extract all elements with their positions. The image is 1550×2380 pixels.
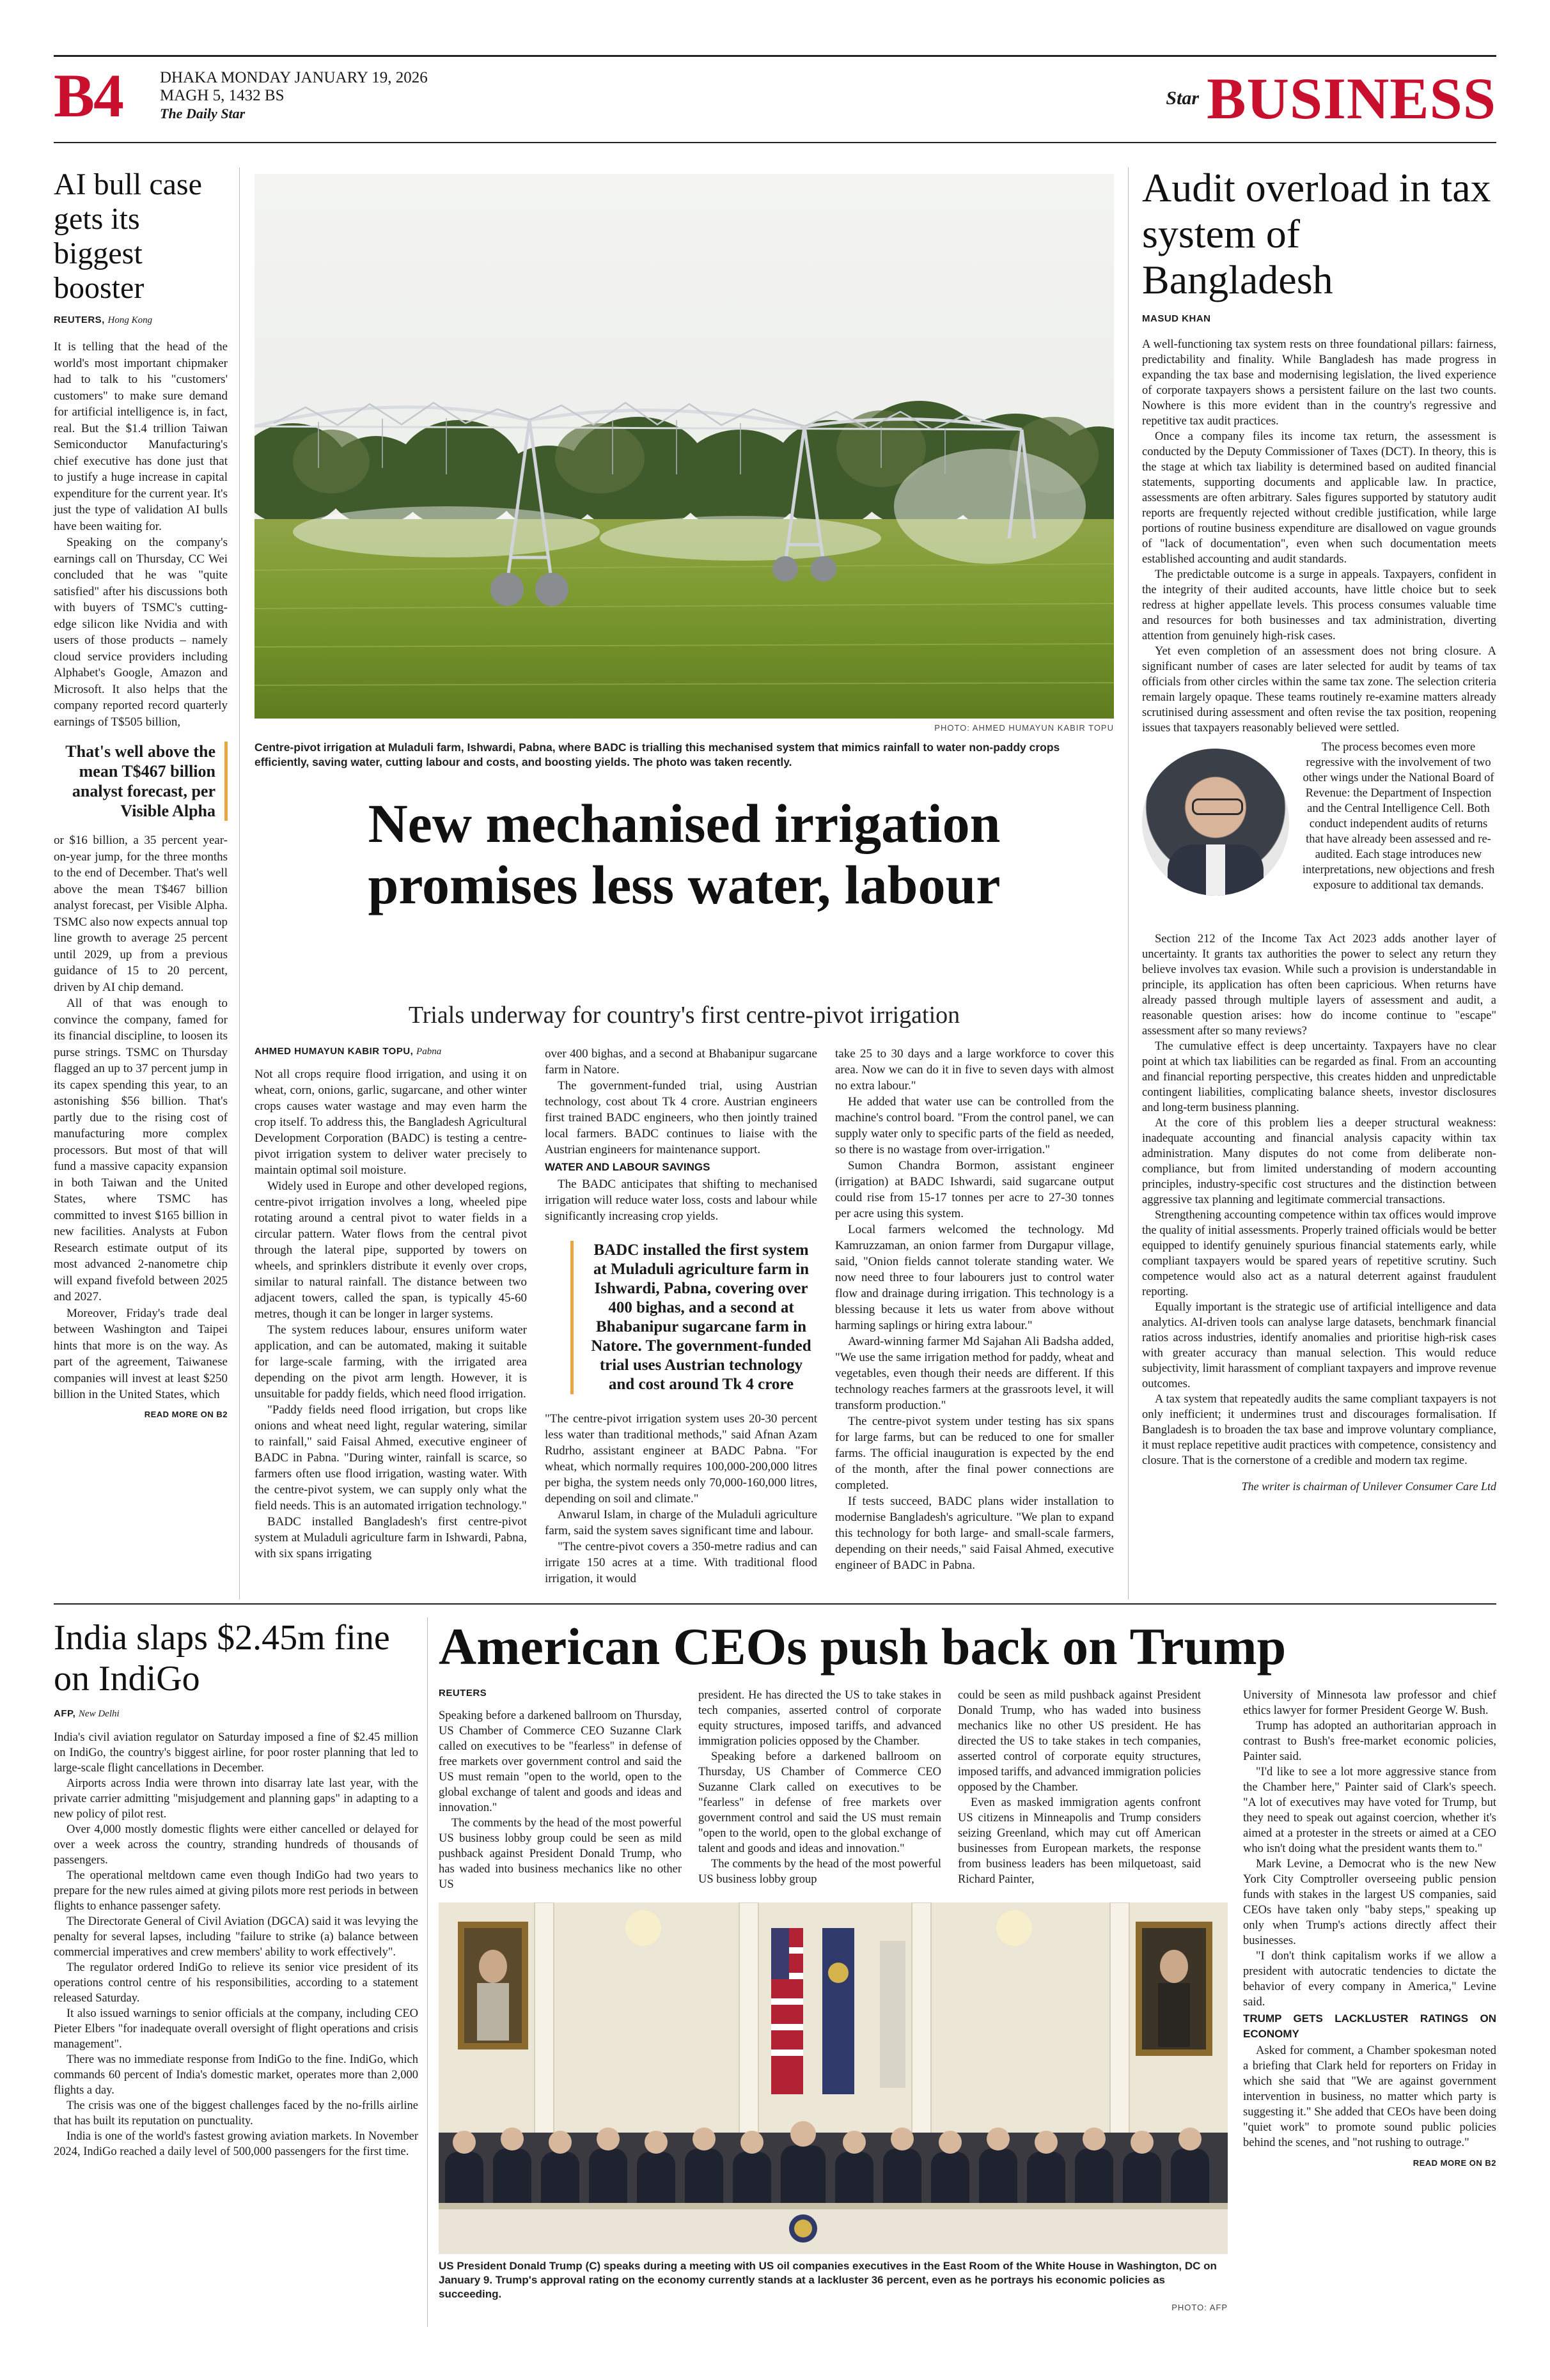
indigo-paragraph: Over 4,000 mostly domestic flights were either cancelled or delayed for over a week across the country, stranding hundreds of thousands of passengers. xyxy=(54,1823,418,1867)
ceos-paragraph: could be seen as mild pushback against President Donald Trump, who has waded into business mechanics like no other US president. He has directed the US to take stakes in tech companies, asserted control of corporate equity structures, imposed tariffs, and advanced immigration policies opposed by the Chamber. xyxy=(958,1689,1201,1794)
ai-headline: AI bull case gets its biggest booster xyxy=(54,167,202,305)
indigo-paragraph: Airports across India were thrown into disarray late last year, with the private carrier admitting "misjudgement and planning gaps" in adapting to a new policy of pilot rest. xyxy=(54,1777,418,1821)
column-divider xyxy=(239,167,240,1599)
indigo-paragraph: There was no immediate response from IndiGo to the fine. IndiGo, which commands 60 percent of India's domestic market, operates more than 2,000 flights a day. xyxy=(54,2053,418,2097)
irrigation-paragraph: The BADC anticipates that shifting to mechanised irrigation will reduce water loss, costs and labour while significantly increasing crop yields. xyxy=(545,1178,817,1223)
ceos-col-1 xyxy=(439,1708,682,1892)
ceos-paragraph: Trump has adopted an authoritarian approach in contrast to Bush's free-market economic policies, Painter said. xyxy=(1243,1720,1496,1763)
indigo-headline: India slaps $2.45m fine on IndiGo xyxy=(54,1618,390,1699)
date-text: DHAKA MONDAY JANUARY 19, 2026 xyxy=(160,69,428,86)
ceos-paragraph: Speaking before a darkened ballroom on Thursday, US Chamber of Commerce CEO Suzanne Clark called on executives to be "fearless" in defense of free markets over government control and said the US must remain "open to the world, open to the global exchange of talent and goods and ideas and innovation." xyxy=(439,1709,682,1814)
ceos-headline: American CEOs push back on Trump xyxy=(439,1617,1287,1676)
irrigation-paragraph: Sumon Chandra Bormon, assistant engineer (irrigation) at BADC Ishwardi, said sugarcane output could rise from 15-17 tonnes per acre to 27-30 tonnes per acre using this system. xyxy=(835,1159,1114,1220)
ceos-readmore-link[interactable]: READ MORE ON B2 xyxy=(1413,2158,1496,2168)
irrigation-paragraph: Not all crops require flood irrigation, and using it on wheat, corn, onions, garlic, sugarcane, and other winter crops causes water wastage and may even harm the crop itself. To address this, the Bangladesh Agricultural Development Corporation (BADC) is testing a centre-pivot irrigation system to deliver water precisely to maintain optimal soil moisture. xyxy=(254,1068,527,1177)
audit-story xyxy=(1142,165,1496,1493)
irrigation-paragraph: The centre-pivot system under testing has six spans for large farms, but can be reduced to one for smaller farms. The official inauguration is expected by the end of the month, after the final power connections are completed. xyxy=(835,1415,1114,1492)
irrigation-pullquote-text: BADC installed the first system at Muladuli agriculture farm in Ishwardi, Pabna, covering over 400 bighas, and a second at Bhabanipur sugarcane farm in Natore. The government-funded trial uses Austrian technology and cost around Tk 4 crore xyxy=(591,1241,811,1393)
indigo-paragraph: India is one of the world's fastest growing aviation markets. In November 2024, IndiGo reached a daily level of 500,000 passengers for the first time. xyxy=(54,2130,418,2158)
ceos-col-3 xyxy=(958,1688,1201,1887)
ai-byline-dateline: Hong Kong xyxy=(107,315,153,325)
irrigation-subhead: Trials underway for country's first centre-pivot irrigation xyxy=(408,1002,960,1029)
ceos-paragraph: Even as masked immigration agents confront US citizens in Minneapolis and Trump considers seizing Greenland, which may cut off American businesses from European markets, the response from business leaders has been milquetoast, said Richard Painter, xyxy=(958,1796,1201,1886)
audit-paragraph: Strengthening accounting competence within tax offices would improve the quality of initial assessments. Properly trained officials would be better equipped to identify genuinely spurious financial statements early, while compliant taxpayers would be spared years of repetitive scrutiny. Such competence would also act as a natural deterrent against fraudulent reporting. xyxy=(1142,1209,1497,1298)
ceos-paragraph: University of Minnesota law professor and chief ethics lawyer for former President George W. Bush. xyxy=(1243,1689,1496,1717)
indigo-paragraph: The regulator ordered IndiGo to relieve its senior vice president of its operations control centre of his responsibilities, according to a statement released Saturday. xyxy=(54,1961,418,2005)
audit-paragraph: Equally important is the strategic use of artificial intelligence and data analytics. AI-driven tools can analyse large datasets, benchmark financial ratios across industries, identify anomalies and prioritise high-risk cases with greater accuracy than manual selection. This would reduce subjectivity, limit harassment of compliant taxpayers and improve revenue outcomes. xyxy=(1142,1301,1496,1390)
header-top-rule xyxy=(54,55,1496,57)
ai-body-cont xyxy=(54,832,228,1403)
irrigation-paragraph: If tests succeed, BADC plans wider installation to modernise Bangladesh's agriculture. "We plan to expand this technology for both large- and small-scale farmers, depending on their needs," said Faisal Ahmed, executive engineer of BADC in Pabna. xyxy=(835,1495,1114,1572)
ceos-byline: REUTERS xyxy=(439,1688,487,1699)
indigo-paragraph: It also issued warnings to senior officials at the company, including CEO Pieter Elbers "for inadequate overall oversight of flight operations and crisis management". xyxy=(54,2007,418,2051)
audit-byline: MASUD KHAN xyxy=(1142,313,1211,324)
irrigation-paragraph: Anwarul Islam, in charge of the Muladuli agriculture farm, said the system saves significant time and labour. xyxy=(545,1508,817,1537)
paper-name: The Daily Star xyxy=(160,105,246,121)
audit-paragraph: At the core of this problem lies a deeper structural weakness: inadequate accounting and financial analysis capacity within tax administration. Many disputes do not come from deliberate non-compliance, but from limited understanding of modern accounting principles, industry-specific cost structures and the distinction between aggressive tax planning and legitimate commercial transactions. xyxy=(1142,1117,1496,1206)
whitehouse-photo-credit: PHOTO: AFP xyxy=(1171,2303,1228,2312)
irrigation-byline-name: AHMED HUMAYUN KABIR TOPU, xyxy=(254,1046,414,1057)
whitehouse-photo-svg xyxy=(439,1902,1228,2254)
irrigation-paragraph: "The centre-pivot irrigation system uses 20-30 percent less water than traditional methods," said Afnan Azam Rudrho, assistant engineer at BADC Pabna. "For wheat, which normally requires 100,000-200,000 litres per bigha, the system needs only 70,000-160,000 litres, depending on soil and climate." xyxy=(545,1412,817,1505)
ceos-paragraph: president. He has directed the US to take stakes in tech companies, asserted control of corporate equity structures, imposed tariffs, and advanced immigration policies opposed by the Chamber. xyxy=(698,1689,941,1748)
author-photo xyxy=(1142,749,1289,896)
audit-headline: Audit overload in tax system of Bangladesh xyxy=(1142,165,1491,302)
audit-paragraph: The process becomes even more regressive with the involvement of two other wings under the National Board of Revenue: the Department of Inspection and the Central Intelligence Cell. Both conduct independent audits of returns that have already been assessed and re-audited. Each stage introduces new interpretations, new objections and fresh exposure to additional tax demands. xyxy=(1302,741,1495,892)
ai-story xyxy=(54,167,228,1419)
audit-body-top xyxy=(1142,337,1496,736)
irrigation-col-2-text xyxy=(545,1046,817,1224)
ai-paragraph: Speaking on the company's earnings call on Thursday, CC Wei concluded that he was "quite satisfied" after his discussions both with buyers of TSMC's cutting-edge silicon like Nvidia and with users of those products – namely cloud service providers including Alphabet's Google, Amazon and Microsoft. It also helps that the company reported record quarterly earnings of T$505 billion, xyxy=(54,536,228,729)
irrigation-col-2 xyxy=(545,1046,817,1587)
ceos-paragraph: Asked for comment, a Chamber spokesman noted a briefing that Clark held for reporters on Friday in which she said that "We are against government intervention in business, no matter which party is suggesting it." She added that CEOs have been doing "quiet work" to promote sound public policies behind the scenes, and "not rushing to outrage." xyxy=(1243,2044,1496,2149)
audit-paragraph: A well-functioning tax system rests on three foundational pillars: fairness, predictability and finality. While Bangladesh has made progress in expanding the tax base and modernising legislation, the lived experience of corporate taxpayers shows a persistent failure on the last two counts. Nowhere is this more evident than in the country's regressive and repetitive tax audit practices. xyxy=(1142,338,1496,428)
ceos-paragraph: Mark Levine, a Democrat who is the new New York City Comptroller overseeing public pension funds with stakes in the largest US companies, said CEOs have taken only "baby steps," speaking up only when Trump's actions directly affect their businesses. xyxy=(1243,1858,1496,1947)
irrigation-caption: Centre-pivot irrigation at Muladuli farm, Ishwardi, Pabna, where BADC is trialling this mechanised system that mimics rainfall to water non-paddy crops efficiently, saving water, cutting labour and costs, and boosting yields. The photo was taken recently. xyxy=(254,741,1060,768)
ceos-col-2 xyxy=(698,1688,941,1887)
page-number: B4 xyxy=(54,61,123,130)
whitehouse-caption: US President Donald Trump (C) speaks during a meeting with US oil companies executives in the East Room of the White House in Washington, DC on January 9. Trump's approval rating on the economy currently stands at a lackluster 36 percent, even as he portrays his economic policies as succeeding. xyxy=(439,2260,1217,2300)
indigo-byline-dateline: New Delhi xyxy=(78,1709,120,1719)
indigo-paragraph: The Directorate General of Civil Aviation (DGCA) said it was levying the penalty for several lapses, including "failure to strike (a) balance between commercial imperatives and crew members' ability to work effectively". xyxy=(54,1915,418,1959)
ceos-paragraph: The comments by the head of the most powerful US business lobby group xyxy=(698,1858,941,1886)
irrigation-paragraph: Award-winning farmer Md Sajahan Ali Badsha added, "We use the same irrigation method for paddy, wheat and vegetables, even though their needs are different. If this technology reaches farmers at the grassroots level, it will transform production." xyxy=(835,1335,1114,1412)
irrigation-photo xyxy=(254,174,1114,719)
indigo-byline xyxy=(54,1708,418,1720)
audit-body-bottom xyxy=(1142,931,1496,1468)
ceos-paragraph: Speaking before a darkened ballroom on Thursday, US Chamber of Commerce CEO Suzanne Clark called on executives to be "fearless" in defense of free markets over government control and said the US must remain "open to the world, open to the global exchange of talent and goods and ideas and innovation." xyxy=(698,1750,941,1855)
irrigation-paragraph: He added that water use can be controlled from the machine's control board. "From the control panel, we can supply water only to specific parts of the field as needed, so there is no wastage from over-irrigation." xyxy=(835,1095,1114,1156)
indigo-byline-source: AFP, xyxy=(54,1708,76,1719)
ceos-subheading: TRUMP GETS LACKLUSTER RATINGS ON ECONOMY xyxy=(1243,2012,1496,2040)
ai-paragraph: It is telling that the head of the world's most important chipmaker had to talk to his "customers' customers" to make sure demand for artificial intelligence is, in fact, real. But the $1.4 trillion Taiwan Semiconductor Manufacturing's chief executive has done just that to justify a huge increase in capital expenditure for the current year. It's just the type of validation AI bulls have been waiting for. xyxy=(54,340,228,533)
irrigation-paragraph: "The centre-pivot covers a 350-metre radius and can irrigate 150 acres at a time. With traditional flood irrigation, it would xyxy=(545,1540,817,1585)
audit-footer: The writer is chairman of Unilever Consumer Care Ltd xyxy=(1241,1480,1496,1493)
star-logo: Star xyxy=(1166,88,1200,109)
ai-body xyxy=(54,339,228,730)
bangla-date: MAGH 5, 1432 BS xyxy=(160,87,285,104)
column-divider xyxy=(1128,167,1129,1599)
irrigation-paragraph: over 400 bighas, and a second at Bhabanipur sugarcane farm in Natore. xyxy=(545,1047,817,1077)
audit-paragraph: Once a company files its income tax return, the assessment is conducted by the Deputy Commissioner of Taxes (DCT). In theory, this is the stage at which tax liability is determined based on audited financial statements, supporting documents and applicable law. In practice, assessments are often arbitrary. Sales figures supported by statutory audit reports are frequently rejected without credible justification, while large portions of routine business expenditure are disallowed on vague grounds of "lack of documentation", even when such documentation meets established accounting and audit standards. xyxy=(1142,430,1496,566)
ai-byline-source: REUTERS, xyxy=(54,315,105,325)
section-title xyxy=(1166,66,1496,130)
ceos-paragraph: "I'd like to see a lot more aggressive stance from the Chamber here," Painter said of Clark's speech. "A lot of executives may have voted for Trump, but they need to speak out against coercion, whether it's aimed at a protester in the streets or aimed at a CEO who isn't doing what the president wants them to." xyxy=(1243,1766,1496,1855)
irrigation-byline-dateline: Pabna xyxy=(416,1046,442,1057)
irrigation-paragraph: The system reduces labour, ensures uniform water application, and can be automated, making it suitable for large-scale farming, with the irrigated area depending on the pivot arm length. However, it is unsuitable for paddy fields, which need flood irrigation. xyxy=(254,1323,527,1401)
irrigation-col-3 xyxy=(835,1046,1114,1573)
ai-readmore-link[interactable]: READ MORE ON B2 xyxy=(144,1409,228,1419)
ai-paragraph: All of that was enough to convince the company, famed for its financial discipline, to loosen its purse strings. TSMC on Thursday flagged an up to 37 percent jump in its capex spending this year, to an astonishing $56 billion. That's partly due to the rising cost of manufacturing more complex processors. But most of that will fund a massive capacity expansion in both Taiwan and the United States, where TSMC has committed to invest $165 billion in new facilities. Analysts at Fubon Research estimate output of its most advanced 2-nanometre chip will expand fivefold between 2025 and 2027. xyxy=(54,997,228,1303)
irrigation-paragraph: Widely used in Europe and other developed regions, centre-pivot irrigation involves a long, wheeled pipe rotating around a central pivot to water fields in a circular pattern. Water flows from the central pivot through the lateral pipe, supported by towers on wheels, and sprinklers distribute it evenly over crops, similar to natural rainfall. The distance between two adjacent towers, called the span, is typically 45-60 metres, though it can be longer in larger systems. xyxy=(254,1179,527,1321)
irrigation-paragraph: The government-funded trial, using Austrian technology, cost about Tk 4 crore. Austrian engineers first trained BADC engineers, who then jointly trained local farmers. BADC continues to liaise with the Austrian engineers for maintenance support. xyxy=(545,1079,817,1156)
section-rule xyxy=(54,1603,1496,1605)
ai-byline xyxy=(54,315,228,326)
indigo-paragraph: The operational meltdown came even though IndiGo had two years to prepare for the new rules aimed at giving pilots more rest periods in between flights to enhance passenger safety. xyxy=(54,1869,418,1913)
audit-paragraph: A tax system that repeatedly audits the same compliant taxpayers is not only inefficient; it undermines trust and discourages formalisation. If Bangladesh is to broaden the tax base and improve voluntary compliance, it must replace repetitive audit practices with competence, consistency and closure. That is the cornerstone of a credible and modern tax regime. xyxy=(1142,1393,1496,1467)
ceos-paragraph: "I don't think capitalism works if we allow a president with autocratic tendencies to dictate the behavior of every company in America," Levine said. xyxy=(1243,1950,1496,2009)
audit-paragraph: The cumulative effect is deep uncertainty. Taxpayers have no clear point at which tax liabilities can be regarded as final. From an accounting and financial reporting perspective, this creates hidden and unpredictable contingent liabilities, complicating balance sheets, investor disclosures and long-term business planning. xyxy=(1142,1040,1496,1114)
indigo-paragraph: The crisis was one of the biggest challenges faced by the no-frills airline that has built its reputation on punctuality. xyxy=(54,2099,418,2127)
irrigation-photo-credit: PHOTO: AHMED HUMAYUN KABIR TOPU xyxy=(934,723,1114,733)
author-glasses xyxy=(1192,798,1243,815)
irrigation-paragraph: take 25 to 30 days and a large workforce to cover this area. Now we can do it in five to seven days with almost no extra labour." xyxy=(835,1047,1114,1093)
author-shirt xyxy=(1206,844,1225,896)
ai-pullquote xyxy=(54,742,228,821)
ai-paragraph: or $16 billion, a 35 percent year-on-year jump, for the three months to the end of December. That's well above the mean T$467 billion analyst forecast, per Visible Alpha. TSMC also now expects annual top line growth to average 25 percent until 2029, up from a previous guidance of 15 to 20 percent, driven by AI chip demand. xyxy=(54,834,228,994)
dateline xyxy=(160,69,428,123)
indigo-paragraph: India's civil aviation regulator on Saturday imposed a fine of $2.45 million on IndiGo, the country's biggest airline, for poor roster planning that led to large-scale flight cancellations in December. xyxy=(54,1731,418,1775)
column-divider xyxy=(427,1617,428,2327)
ai-paragraph: Moreover, Friday's trade deal between Washington and Taipei hints that more is on the way. As part of the agreement, Taiwanese companies will invest at least $250 billion in the United States, which xyxy=(54,1306,228,1401)
irrigation-col-3-text xyxy=(835,1046,1114,1573)
indigo-story xyxy=(54,1617,418,2159)
irrigation-byline xyxy=(254,1046,527,1057)
indigo-body xyxy=(54,1730,418,2159)
irrigation-photo-svg xyxy=(254,174,1114,719)
whitehouse-photo xyxy=(439,1902,1228,2254)
irrigation-paragraph: "Paddy fields need flood irrigation, but crops like onions and wheat need light, regular watering, similar to rainfall," said Faisal Ahmed, executive engineer of BADC in Pabna. "During winter, rainfall is scarce, so farmers often use flood irrigation, wasting water. With the centre-pivot system, we can supply only what the field needs. This is an automated irrigation technology." xyxy=(254,1403,527,1513)
irrigation-col-1-text xyxy=(254,1066,527,1562)
header-bottom-rule xyxy=(54,142,1496,143)
audit-paragraph: Section 212 of the Income Tax Act 2023 adds another layer of uncertainty. It grants tax authorities the power to select any return they believe involves tax evasion. While such a provision is understandable in principle, its application has often been capricious. When returns have already passed through multiple layers of assessment and audit, a reasonable question arises: how do income continue to "escape" assessment after so many reviews? xyxy=(1142,933,1496,1038)
audit-paragraph: Yet even completion of an assessment does not bring closure. A significant number of cases are later selected for audit by teams of tax officials from other circles within the same tax zone. The selection criteria remain largely opaque. These teams routinely re-examine matters already scrutinised during assessment and often revise the tax position, reopening issues that taxpayers reasonably believed were settled. xyxy=(1142,645,1496,735)
audit-paragraph: The predictable outcome is a surge in appeals. Taxpayers, confident in the integrity of their audited accounts, have little choice but to seek redress at higher appellate levels. This process consumes valuable time and resources for both businesses and tax administration, diverting attention from genuinely high-risk cases. xyxy=(1142,568,1496,642)
audit-mid-block xyxy=(1142,740,1496,931)
business-label: BUSINESS xyxy=(1207,66,1496,131)
irrigation-headline: New mechanised irrigation promises less water, labour xyxy=(368,793,1001,915)
ai-pullquote-text: That's well above the mean T$467 billion analyst forecast, per Visible Alpha xyxy=(65,742,215,820)
ceos-col-4 xyxy=(1243,1688,1496,2171)
irrigation-paragraph: BADC installed Bangladesh's first centre-pivot system at Muladuli agriculture farm in Ishwardi, Pabna, with six spans irrigating xyxy=(254,1515,527,1560)
irrigation-paragraph: Local farmers welcomed the technology. Md Kamruzzaman, an onion farmer from Durgapur village, said, "Onion fields cannot tolerate standing water. We now need three to four labourers just to control water flow and drainage during irrigation. This technology is a blessing because it lets us water from above without harming saplings or hiring extra labour." xyxy=(835,1223,1114,1332)
irrigation-col-1 xyxy=(254,1046,527,1562)
irrigation-pullquote xyxy=(570,1241,817,1394)
ceos-paragraph: The comments by the head of the most powerful US business lobby group could be seen as mild pushback against President Donald Trump, who has waded into business mechanics like no other US xyxy=(439,1817,682,1891)
irrigation-subheading: WATER AND LABOUR SAVINGS xyxy=(545,1161,710,1173)
irrigation-col-2-text-b xyxy=(545,1411,817,1587)
